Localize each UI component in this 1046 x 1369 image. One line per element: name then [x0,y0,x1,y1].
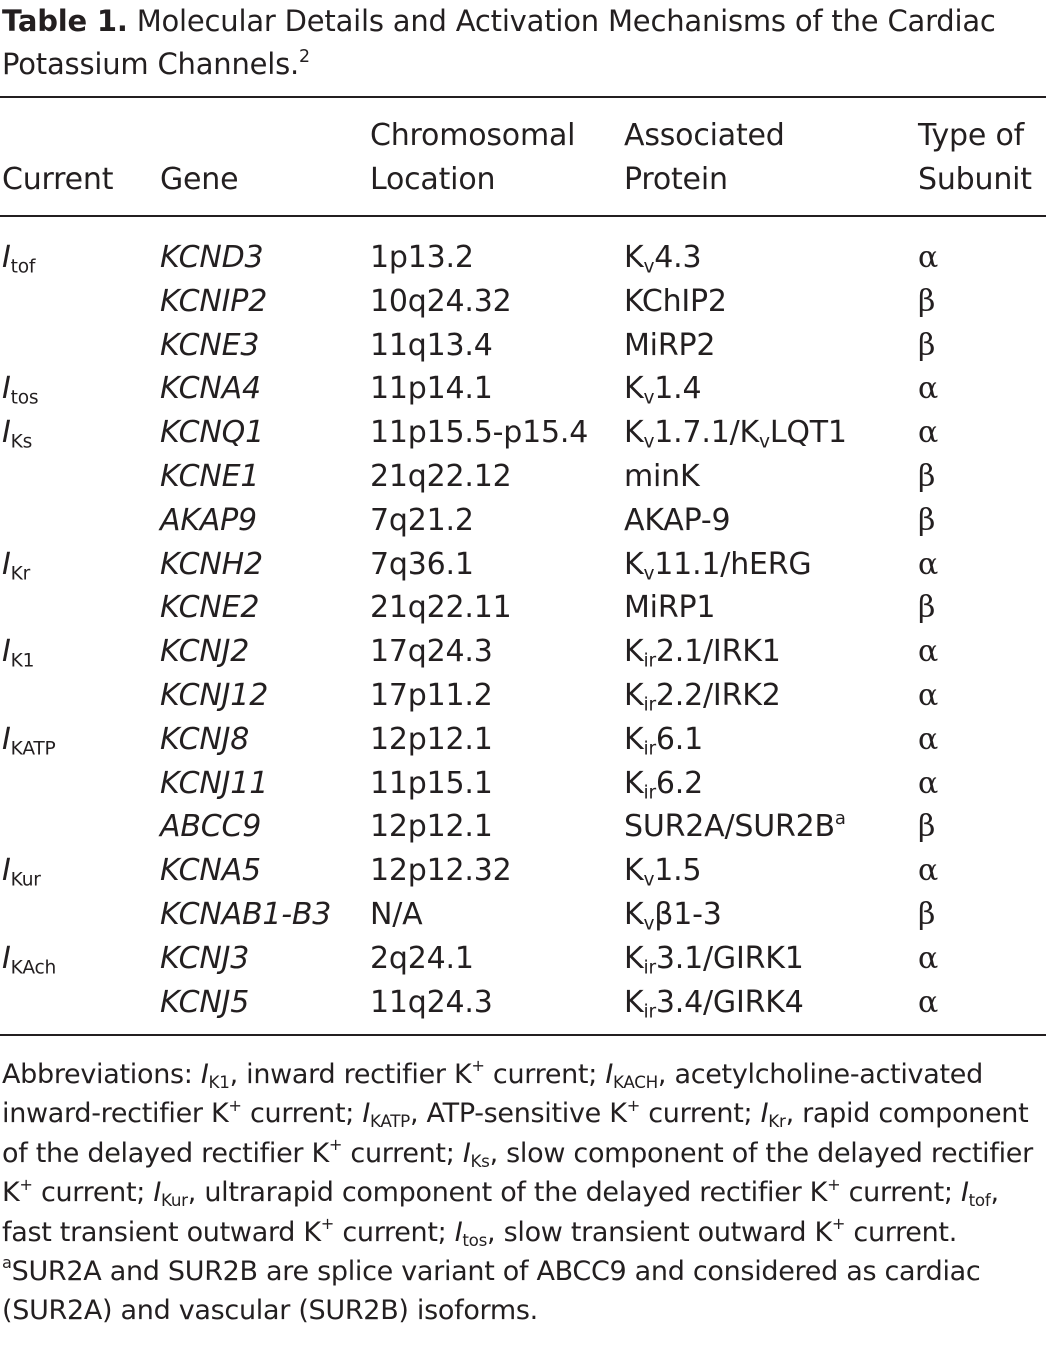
cell-subunit-type: β [918,459,936,494]
superscript-plus: + [228,1095,242,1115]
table-row [0,280,1046,324]
current-symbol: $I_{Kr}$ [760,1098,786,1132]
cell-protein: minK [624,459,700,494]
cell-subunit-type: β [918,283,936,319]
footnote-a-mark: a [2,1253,12,1273]
cell-subunit-type: β [918,327,936,363]
abbreviation-text: , ultrarapid component of the delayed rectifier K [187,1177,828,1209]
cell-current: $I_{Ks}$ [2,415,33,453]
abbreviation-text: current; [840,1177,961,1209]
table-row [0,674,1046,718]
abbreviation-text: current; [334,1216,455,1248]
cell-location: 11q24.3 [370,984,493,1020]
header-location [370,114,575,202]
cell-subunit-type: β [918,897,936,932]
header-protein [624,114,785,202]
abbreviation-text: , slow component of the delayed rectifier K [2,1137,1033,1209]
cell-subunit-type: β [918,590,936,626]
cell-protein: $K_v1.4$ [624,371,702,409]
abbreviation-text: current; [241,1098,363,1130]
cell-subunit-type: α [918,415,939,451]
cell-gene: KCNJ12 [160,678,269,713]
table-top-rule [0,96,1046,98]
table-row [0,236,1046,280]
cell-subunit-type: β [918,809,936,845]
table-row [0,324,1046,368]
cell-gene: KCND3 [160,240,264,275]
cell-gene: KCNJ8 [160,721,250,757]
cell-gene: KCNJ2 [160,634,250,670]
superscript-plus: + [827,1174,841,1194]
superscript-plus: + [626,1095,640,1115]
abbreviation-text: , acetylcholine-activated inward-rectifier K [2,1059,983,1130]
cell-protein: $SUR2A/SUR2B^a$ [624,807,846,845]
cell-gene: KCNJ3 [160,940,250,976]
cell-current: $I_{KATP}$ [2,721,56,760]
abbreviation-text: , ATP-sensitive K [409,1098,627,1130]
header-type-line2: Subunit [918,162,1032,197]
cell-location: 17p11.2 [370,678,493,713]
cell-subunit-type: α [918,240,939,275]
cell-protein: $K_{ir}6.2$ [624,765,704,804]
cell-location: 11p14.1 [370,371,493,407]
table-row [0,937,1046,981]
table-row [0,630,1046,674]
abbreviations-note [2,1055,1046,1252]
abbreviation-text: , rapid component of the delayed rectifier K [2,1098,1029,1169]
cell-current: $I_{K1}$ [2,634,35,672]
cell-location: 12p12.1 [370,809,493,845]
current-symbol: $I_{KATP}$ [362,1098,410,1132]
header-type-line1: Type of [918,118,1024,153]
cell-gene: KCNQ1 [160,415,264,451]
cell-location: 21q22.12 [370,459,512,494]
header-protein-line1: Associated [624,118,785,153]
abbreviation-text: , fast transient outward K [2,1177,999,1248]
cell-current: $I_{Kur}$ [2,853,41,891]
cell-protein: $K_{ir}6.1$ [624,721,704,760]
cell-protein: $K_{ir}2.2/IRK2$ [624,678,781,716]
abbreviation-text: , inward rectifier K [229,1059,472,1090]
table-caption [2,0,1046,86]
cell-gene: ABCC9 [160,809,262,845]
table-row [0,805,1046,849]
table-row [0,499,1046,543]
footnotes [2,1055,1046,1331]
reference-mark: 2 [299,46,310,67]
table-row [0,718,1046,762]
cell-location: 2q24.1 [370,940,474,976]
abbreviation-text: current; [484,1059,606,1090]
cell-gene: KCNJ11 [160,765,269,801]
table-row [0,849,1046,893]
header-location-line2: Location [370,162,496,197]
abbreviation-text: current. [845,1216,957,1248]
cell-protein: $K_v1.7.1/K_vLQT1$ [624,415,847,453]
table-title: Molecular Details and Activation Mechanisms of the Cardiac Potassium Channels. [2,4,996,81]
cell-subunit-type: α [918,546,939,582]
cell-location: 17q24.3 [370,634,493,670]
cell-location: 11q13.4 [370,327,493,363]
cell-subunit-type: α [918,721,939,757]
cell-protein: $K_v1.5$ [624,853,702,891]
current-symbol: $I_{K1}$ [200,1059,230,1093]
cell-current: $I_{tos}$ [2,371,39,409]
header-rule [0,215,1046,217]
cell-location: 1p13.2 [370,240,474,275]
abbreviation-text: , slow transient outward K [487,1216,832,1248]
cell-subunit-type: α [918,678,939,713]
cell-subunit-type: α [918,765,939,801]
table-bottom-rule [0,1034,1046,1036]
current-symbol: $I_{tof}$ [961,1177,991,1211]
cell-protein: AKAP-9 [624,502,731,538]
table-row [0,367,1046,411]
cell-gene: KCNH2 [160,546,263,582]
cell-current: $I_{KAch}$ [2,940,57,979]
cell-location: 12p12.1 [370,721,493,757]
cell-protein: $K_v\beta 1-3$ [624,897,722,935]
cell-gene: KCNE2 [160,590,260,626]
cell-protein: KChIP2 [624,283,727,319]
table-row [0,411,1046,455]
cell-location: 21q22.11 [370,590,512,626]
cell-location: 10q24.32 [370,283,512,319]
cell-current: $I_{tof}$ [2,240,36,278]
cell-gene: AKAP9 [160,502,257,538]
current-symbol: $I_{KACH}$ [605,1059,658,1093]
cell-protein: $K_{ir}3.4/GIRK4$ [624,984,804,1023]
superscript-plus: + [320,1214,335,1234]
cell-protein: $K_{ir}3.1/GIRK1$ [624,940,804,979]
cell-gene: KCNIP2 [160,283,268,319]
cell-protein: $K_{ir}2.1/IRK1$ [624,634,781,672]
table-row [0,455,1046,499]
table-row [0,762,1046,806]
header-gene: Gene [160,162,239,197]
cell-gene: KCNAB1-B3 [160,897,332,932]
cell-subunit-type: α [918,984,939,1020]
superscript-plus: + [19,1174,33,1194]
superscript-plus: + [328,1135,343,1155]
cell-gene: KCNE1 [160,459,260,494]
cell-protein: MiRP1 [624,590,716,626]
cell-subunit-type: α [918,940,939,976]
cell-protein: $K_v4.3$ [624,240,702,278]
cell-gene: KCNA4 [160,371,261,407]
table-row [0,981,1046,1025]
table-row [0,543,1046,587]
cell-protein: MiRP2 [624,327,716,363]
superscript-plus: + [831,1214,846,1234]
current-symbol: $I_{Kur}$ [153,1177,188,1211]
cell-subunit-type: α [918,634,939,670]
current-symbol: $I_{tos}$ [454,1216,488,1250]
cell-subunit-type: α [918,853,939,889]
header-protein-line2: Protein [624,162,728,197]
table-label: Table 1. [2,4,128,38]
cell-gene: KCNJ5 [160,984,250,1020]
table-row [0,586,1046,630]
current-symbol: $I_{Ks}$ [462,1137,490,1171]
cell-gene: KCNA5 [160,853,261,889]
header-current: Current [2,162,114,197]
abbreviation-text: Abbreviations: [2,1059,201,1090]
cell-protein: $K_v11.1$/hERG [624,546,812,585]
cell-location: 11p15.1 [370,765,493,801]
superscript-plus: + [471,1056,485,1076]
abbreviation-text: current; [32,1177,154,1209]
footnote-a [2,1252,1046,1331]
cell-subunit-type: β [918,502,936,538]
abbreviation-text: current; [639,1098,761,1130]
cell-location: 11p15.5-p15.4 [370,415,589,451]
cell-location: 7q21.2 [370,502,474,538]
cell-current: $I_{Kr}$ [2,546,31,585]
header-type [918,114,1032,202]
cell-subunit-type: α [918,371,939,407]
cell-location: N/A [370,897,423,932]
table-row [0,893,1046,937]
header-location-line1: Chromosomal [370,118,576,153]
abbreviation-text: current; [342,1137,463,1169]
cell-location: 12p12.32 [370,853,512,889]
footnote-a-text: SUR2A and SUR2B are splice variant of ABCC9 and considered as cardiac (SUR2A) and vascular (SUR2B) isoforms. [2,1256,981,1327]
cell-gene: KCNE3 [160,327,260,363]
cell-location: 7q36.1 [370,546,474,582]
